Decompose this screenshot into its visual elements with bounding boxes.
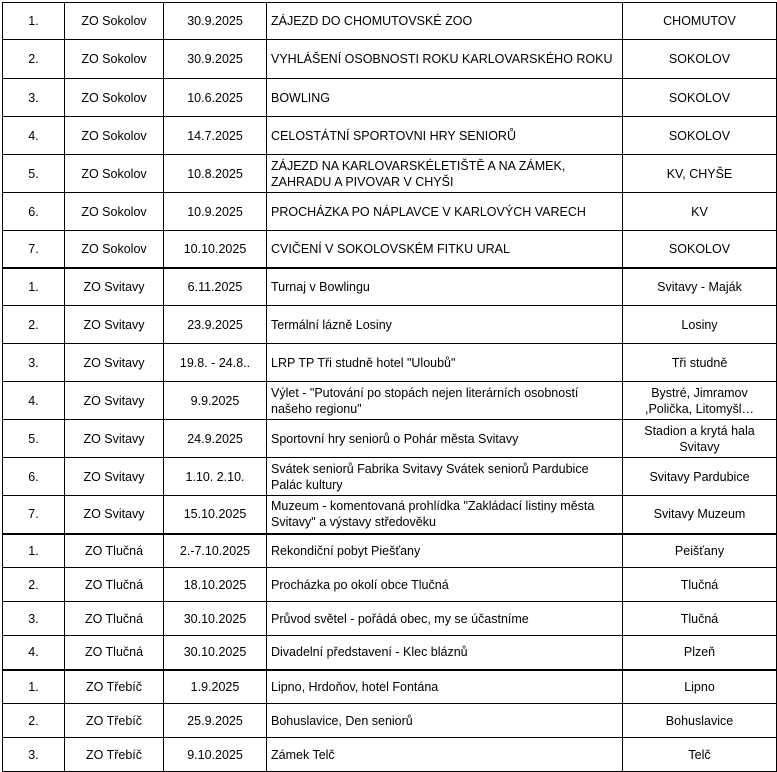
event-cell: Muzeum - komentovaná prohlídka "Zakládací listiny města Svitavy" a výstavy středověku (267, 496, 623, 534)
date-cell: 10.10.2025 (164, 231, 267, 268)
organization-cell: ZO Sokolov (65, 40, 164, 79)
table-row (3, 3, 777, 40)
date-cell: 18.10.2025 (164, 568, 267, 602)
date-cell: 30.9.2025 (164, 3, 267, 40)
table-row (3, 344, 777, 382)
event-cell: Průvod světel - pořádá obec, my se účastníme (267, 602, 623, 636)
table-row (3, 670, 777, 704)
row-number: 3. (3, 344, 65, 382)
place-cell: Losiny (623, 306, 777, 344)
row-number: 4. (3, 117, 65, 155)
event-cell: Divadelní představení - Klec bláznů (267, 636, 623, 670)
date-cell: 10.8.2025 (164, 155, 267, 193)
table-row (3, 382, 777, 420)
place-cell: Tlučná (623, 602, 777, 636)
organization-cell: ZO Třebíč (65, 670, 164, 704)
organization-cell: ZO Tlučná (65, 602, 164, 636)
date-cell: 9.9.2025 (164, 382, 267, 420)
row-number: 2. (3, 568, 65, 602)
table-row (3, 231, 777, 268)
organization-cell: ZO Svitavy (65, 306, 164, 344)
table-row (3, 738, 777, 772)
place-cell: Svitavy Pardubice (623, 458, 777, 496)
row-number: 2. (3, 306, 65, 344)
place-cell: Svitavy Muzeum (623, 496, 777, 534)
table-row (3, 636, 777, 670)
date-cell: 30.10.2025 (164, 602, 267, 636)
row-number: 6. (3, 193, 65, 231)
event-cell: Turnaj v Bowlingu (267, 268, 623, 306)
row-number: 3. (3, 79, 65, 117)
events-table (2, 2, 777, 772)
place-cell: Tři studně (623, 344, 777, 382)
date-cell: 24.9.2025 (164, 420, 267, 458)
table-row (3, 602, 777, 636)
organization-cell: ZO Sokolov (65, 155, 164, 193)
organization-cell: ZO Tlučná (65, 534, 164, 568)
row-number: 4. (3, 382, 65, 420)
place-cell: Stadion a krytá hala Svitavy (623, 420, 777, 458)
table-row (3, 40, 777, 79)
date-cell: 23.9.2025 (164, 306, 267, 344)
date-cell: 10.9.2025 (164, 193, 267, 231)
organization-cell: ZO Svitavy (65, 458, 164, 496)
row-number: 7. (3, 496, 65, 534)
event-cell: Sportovní hry seniorů o Pohár města Svitavy (267, 420, 623, 458)
place-cell: KV (623, 193, 777, 231)
row-number: 1. (3, 670, 65, 704)
event-cell: LRP TP Tři studně hotel "Uloubů" (267, 344, 623, 382)
row-number: 1. (3, 268, 65, 306)
organization-cell: ZO Sokolov (65, 79, 164, 117)
table-row (3, 155, 777, 193)
date-cell: 9.10.2025 (164, 738, 267, 772)
organization-cell: ZO Třebíč (65, 704, 164, 738)
event-cell: Procházka po okolí obce Tlučná (267, 568, 623, 602)
row-number: 7. (3, 231, 65, 268)
place-cell: SOKOLOV (623, 117, 777, 155)
table-row (3, 268, 777, 306)
row-number: 5. (3, 155, 65, 193)
date-cell: 30.10.2025 (164, 636, 267, 670)
organization-cell: ZO Svitavy (65, 420, 164, 458)
date-cell: 10.6.2025 (164, 79, 267, 117)
table-row (3, 704, 777, 738)
event-cell: Rekondiční pobyt Piešťany (267, 534, 623, 568)
row-number: 4. (3, 636, 65, 670)
date-cell: 15.10.2025 (164, 496, 267, 534)
table-row (3, 193, 777, 231)
event-cell: ZÁJEZD NA KARLOVARSKÉLETIŠTĚ A NA ZÁMEK, ZAHRADU A PIVOVAR V CHYŠI (267, 155, 623, 193)
table-row (3, 568, 777, 602)
date-cell: 1.9.2025 (164, 670, 267, 704)
table-row (3, 79, 777, 117)
date-cell: 14.7.2025 (164, 117, 267, 155)
table-row (3, 420, 777, 458)
place-cell: Lipno (623, 670, 777, 704)
place-cell: Bystré, Jimramov ,Polička, Litomyšl… (623, 382, 777, 420)
event-cell: PROCHÁZKA PO NÁPLAVCE V KARLOVÝCH VARECH (267, 193, 623, 231)
table-row (3, 496, 777, 534)
date-cell: 30.9.2025 (164, 40, 267, 79)
event-cell: ZÁJEZD DO CHOMUTOVSKÉ ZOO (267, 3, 623, 40)
date-cell: 25.9.2025 (164, 704, 267, 738)
row-number: 3. (3, 602, 65, 636)
date-cell: 6.11.2025 (164, 268, 267, 306)
row-number: 2. (3, 40, 65, 79)
organization-cell: ZO Svitavy (65, 268, 164, 306)
organization-cell: ZO Tlučná (65, 636, 164, 670)
date-cell: 19.8. - 24.8.. (164, 344, 267, 382)
event-cell: Svátek seniorů Fabrika Svitavy Svátek seniorů Pardubice Palác kultury (267, 458, 623, 496)
place-cell: Svitavy - Maják (623, 268, 777, 306)
place-cell: KV, CHYŠE (623, 155, 777, 193)
date-cell: 2.-7.10.2025 (164, 534, 267, 568)
row-number: 5. (3, 420, 65, 458)
place-cell: Plzeň (623, 636, 777, 670)
place-cell: CHOMUTOV (623, 3, 777, 40)
organization-cell: ZO Sokolov (65, 231, 164, 268)
event-cell: Bohuslavice, Den seniorů (267, 704, 623, 738)
events-table-body (3, 3, 777, 772)
event-cell: Termální lázně Losiny (267, 306, 623, 344)
event-cell: Výlet - "Putování po stopách nejen literárních osobností našeho regionu" (267, 382, 623, 420)
row-number: 6. (3, 458, 65, 496)
table-row (3, 117, 777, 155)
organization-cell: ZO Sokolov (65, 3, 164, 40)
event-cell: Zámek Telč (267, 738, 623, 772)
place-cell: SOKOLOV (623, 40, 777, 79)
row-number: 2. (3, 704, 65, 738)
place-cell: SOKOLOV (623, 231, 777, 268)
date-cell: 1.10. 2.10. (164, 458, 267, 496)
event-cell: VYHLÁŠENÍ OSOBNOSTI ROKU KARLOVARSKÉHO ROKU (267, 40, 623, 79)
event-cell: BOWLING (267, 79, 623, 117)
event-cell: Lipno, Hrdoňov, hotel Fontána (267, 670, 623, 704)
row-number: 3. (3, 738, 65, 772)
place-cell: Telč (623, 738, 777, 772)
organization-cell: ZO Třebíč (65, 738, 164, 772)
place-cell: Bohuslavice (623, 704, 777, 738)
organization-cell: ZO Tlučná (65, 568, 164, 602)
organization-cell: ZO Sokolov (65, 117, 164, 155)
table-row (3, 458, 777, 496)
organization-cell: ZO Sokolov (65, 193, 164, 231)
row-number: 1. (3, 3, 65, 40)
row-number: 1. (3, 534, 65, 568)
place-cell: SOKOLOV (623, 79, 777, 117)
event-cell: CELOSTÁTNÍ SPORTOVNI HRY SENIORŮ (267, 117, 623, 155)
organization-cell: ZO Svitavy (65, 496, 164, 534)
place-cell: Peišťany (623, 534, 777, 568)
table-row (3, 534, 777, 568)
table-row (3, 306, 777, 344)
organization-cell: ZO Svitavy (65, 382, 164, 420)
place-cell: Tlučná (623, 568, 777, 602)
event-cell: CVIČENÍ V SOKOLOVSKÉM FITKU URAL (267, 231, 623, 268)
organization-cell: ZO Svitavy (65, 344, 164, 382)
